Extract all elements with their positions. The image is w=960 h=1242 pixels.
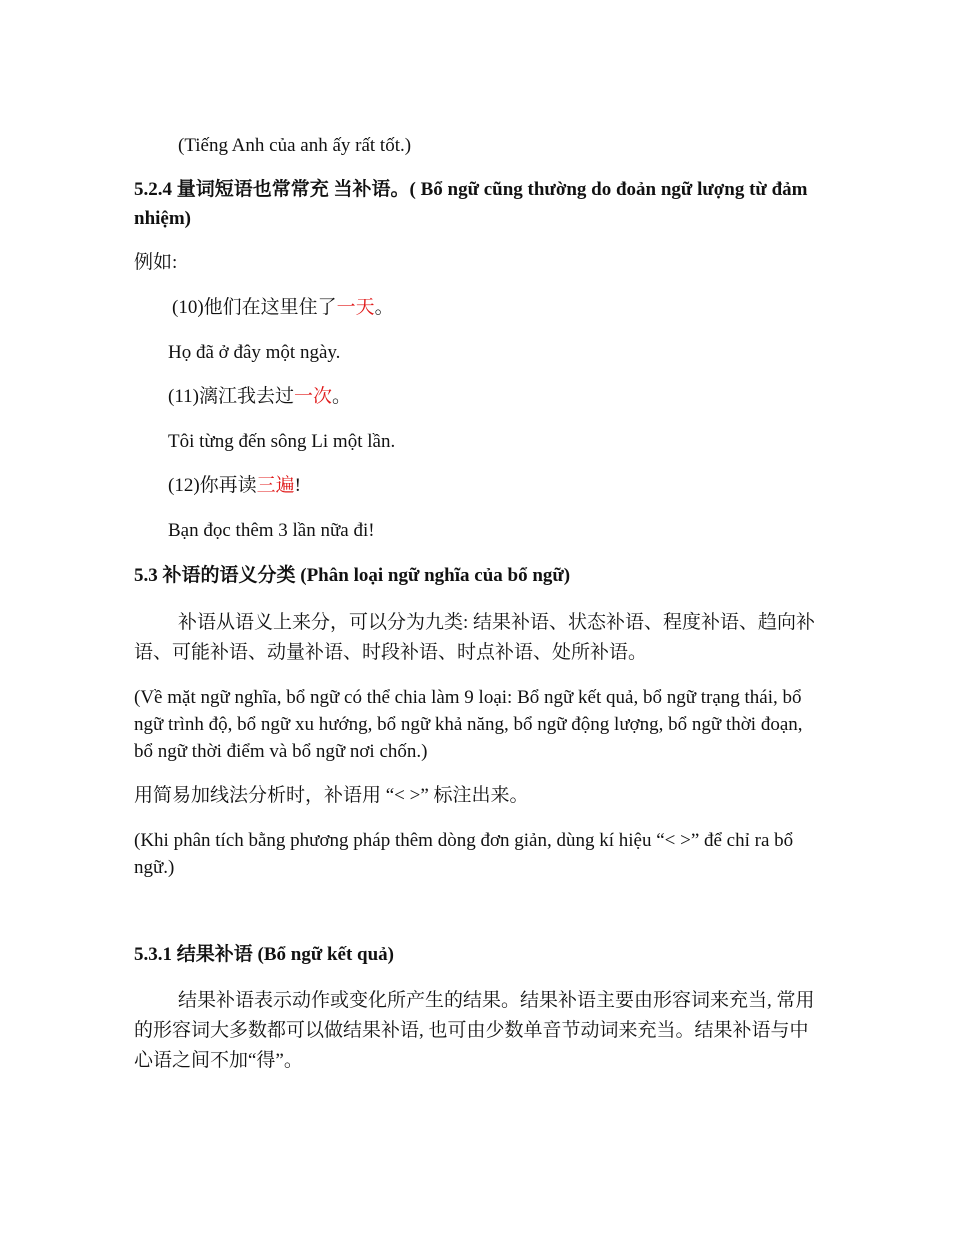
highlighted-complement: 三遍 (256, 475, 295, 496)
intro-translation: (Tiếng Anh của anh ấy rất tốt.) (178, 135, 412, 156)
section-5-3-heading: 5.3 补语的语义分类 (Phân loại ngữ nghĩa của bổ ngữ) (134, 565, 571, 586)
section-5-3-para-vi-line1: (Về mặt ngữ nghĩa, bổ ngữ có thể chia làm 9 loại: Bổ ngữ kết quả, bổ ngữ trạng thái, bổ (134, 687, 802, 708)
example-10-translation: Họ đã ở đây một ngày. (168, 342, 341, 363)
section-5-3-para-vi-line3: bổ ngữ thời điểm và bổ ngữ nơi chốn.) (134, 741, 428, 762)
section-5-3-para-cn-line1: 补语从语义上来分，可以分为九类: 结果补语、状态补语、程度补语、趋向补 (178, 612, 816, 633)
section-5-2-4-heading-cont: nhiệm) (134, 208, 191, 229)
section-5-3-1-para-line3: 心语之间不加“得”。 (134, 1050, 303, 1071)
section-5-3-para-vi-line2: ngữ trình độ, bổ ngữ xu hướng, bổ ngữ khả năng, bổ ngữ động lượng, bổ ngữ thời đoạn, (134, 714, 803, 735)
example-text: (12)你再读 (168, 475, 257, 496)
example-12-translation: Bạn đọc thêm 3 lần nữa đi! (168, 520, 375, 541)
example-label: 例如: (134, 252, 178, 273)
notation-vi-line2: ngữ.) (134, 857, 175, 878)
highlighted-complement: 一次 (293, 386, 332, 407)
highlighted-complement: 一天 (336, 297, 375, 318)
example-text: (10)他们在这里住了 (172, 297, 337, 318)
example-text: (11)漓江我去过 (168, 386, 294, 407)
section-5-3-1-para-line2: 的形容词大多数都可以做结果补语, 也可由少数单音节动词来充当。结果补语与中 (134, 1020, 809, 1041)
notation-cn: 用简易加线法分析时，补语用 “< >” 标注出来。 (134, 785, 529, 806)
section-5-3-para-cn-line2: 语、可能补语、动量补语、时段补语、时点补语、处所补语。 (134, 642, 648, 663)
example-punct: 。 (374, 297, 394, 318)
example-11-translation: Tôi từng đến sông Li một lần. (168, 431, 396, 452)
notation-vi-line1: (Khi phân tích bằng phương pháp thêm dòng đơn giản, dùng kí hiệu “< >” để chỉ ra bổ (134, 830, 794, 851)
example-punct: ! (294, 475, 301, 496)
example-10 (172, 297, 394, 320)
example-12 (168, 475, 301, 498)
example-11 (168, 386, 351, 409)
example-punct: 。 (331, 386, 351, 407)
section-5-2-4-heading: 5.2.4 量词短语也常常充 当补语。( Bổ ngữ cũng thường do đoản ngữ lượng từ đảm (134, 179, 808, 200)
section-5-3-1-heading: 5.3.1 结果补语 (Bổ ngữ kết quả) (134, 944, 395, 965)
section-5-3-1-para-line1: 结果补语表示动作或变化所产生的结果。结果补语主要由形容词来充当, 常用 (178, 990, 815, 1011)
